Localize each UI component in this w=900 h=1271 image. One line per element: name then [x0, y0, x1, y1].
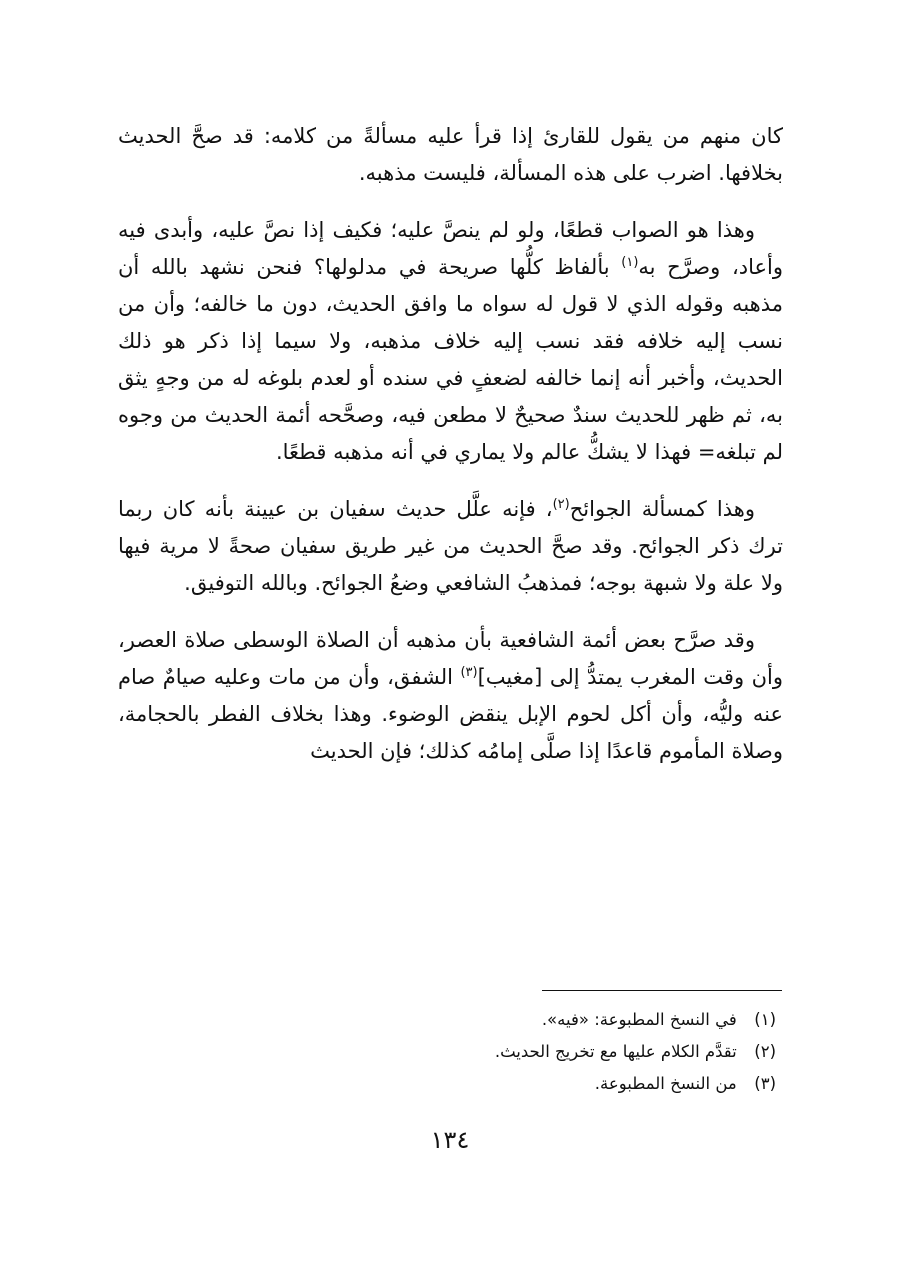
paragraph-3-text-b: ، فإنه علَّل حديث سفيان بن عيينة بأنه كان ربما ترك ذكر الجوائح. وقد صحَّ الحديث من غير طريق سفيان صحةً لا مرية فيها ولا علة ولا شبهة بوجه؛ فمذهبُ الشافعي وضعُ الجوائح. وبالله التوفيق. — [118, 497, 783, 595]
footnote-ref-1[interactable]: (١) — [621, 255, 639, 270]
footnote-1-text: في النسخ المطبوعة: «فيه». — [541, 1010, 737, 1029]
paragraph-4 — [118, 622, 783, 770]
paragraph-3-text-a: وهذا كمسألة الجوائح — [569, 497, 755, 521]
footnote-2-text: تقدَّم الكلام عليها مع تخريج الحديث. — [494, 1042, 737, 1061]
paragraph-1-text: كان منهم من يقول للقارئ إذا قرأ عليه مسألةً من كلامه: قد صحَّ الحديث بخلافها. اضرب على هذه المسألة، فليست مذهبه. — [118, 124, 783, 185]
paragraph-2 — [118, 212, 783, 471]
footnote-2-number: (٢) — [754, 1042, 776, 1061]
footnote-2 — [117, 1036, 782, 1068]
footnote-ref-2[interactable]: (٢) — [552, 497, 570, 512]
footnote-3 — [117, 1068, 782, 1100]
paragraph-4-text-b: الشفق، وأن من مات وعليه صيامٌ صام عنه وليُّه، وأن أكل لحوم الإبل ينقض الوضوء. وهذا بخلاف الفطر بالحجامة، وصلاة المأموم قاعدًا إذا صلَّى إمامُه كذلك؛ فإن الحديث — [118, 665, 783, 763]
footnote-1-number: (١) — [754, 1010, 776, 1029]
page-body — [118, 118, 783, 790]
page-number: ١٣٤ — [430, 1126, 470, 1154]
footnotes — [117, 1004, 782, 1100]
footnote-3-text: من النسخ المطبوعة. — [594, 1074, 737, 1093]
paragraph-4-text-a: وقد صرَّح بعض أئمة الشافعية بأن مذهبه أن الصلاة الوسطى صلاة العصر، وأن وقت المغرب يمتدُّ إلى [مغيب] — [118, 628, 783, 689]
paragraph-2-text-b: بألفاظ كلُّها صريحة في مدلولها؟ فنحن نشهد بالله أن مذهبه وقوله الذي لا قول له سواه ما وافق الحديث، دون ما خالفه؛ وأن من نسب إليه خلافه فقد نسب إليه خلاف مذهبه، ولا سيما إذا ذكر هو ذلك الحديث، وأخبر أنه إنما خالفه لضعفٍ في سنده أو لعدم بلوغه له من وجهٍ يثق به، ثم ظهر للحديث سندٌ صحيحٌ لا مطعن فيه، وصحَّحه أئمة الحديث من وجوه لم تبلغه= فهذا لا يشكُّ عالم ولا يماري في أنه مذهبه قطعًا. — [118, 255, 783, 464]
footnote-ref-3[interactable]: (٣) — [460, 665, 478, 680]
footnote-divider — [542, 990, 782, 991]
footnote-1 — [117, 1004, 782, 1036]
footnote-3-number: (٣) — [754, 1074, 776, 1093]
paragraph-1 — [118, 118, 783, 192]
paragraph-2-text-a: وهذا هو الصواب قطعًا، ولو لم ينصَّ عليه؛ فكيف إذا نصَّ عليه، وأبدى فيه وأعاد، وصرَّح به — [118, 218, 783, 279]
paragraph-3 — [118, 491, 783, 602]
